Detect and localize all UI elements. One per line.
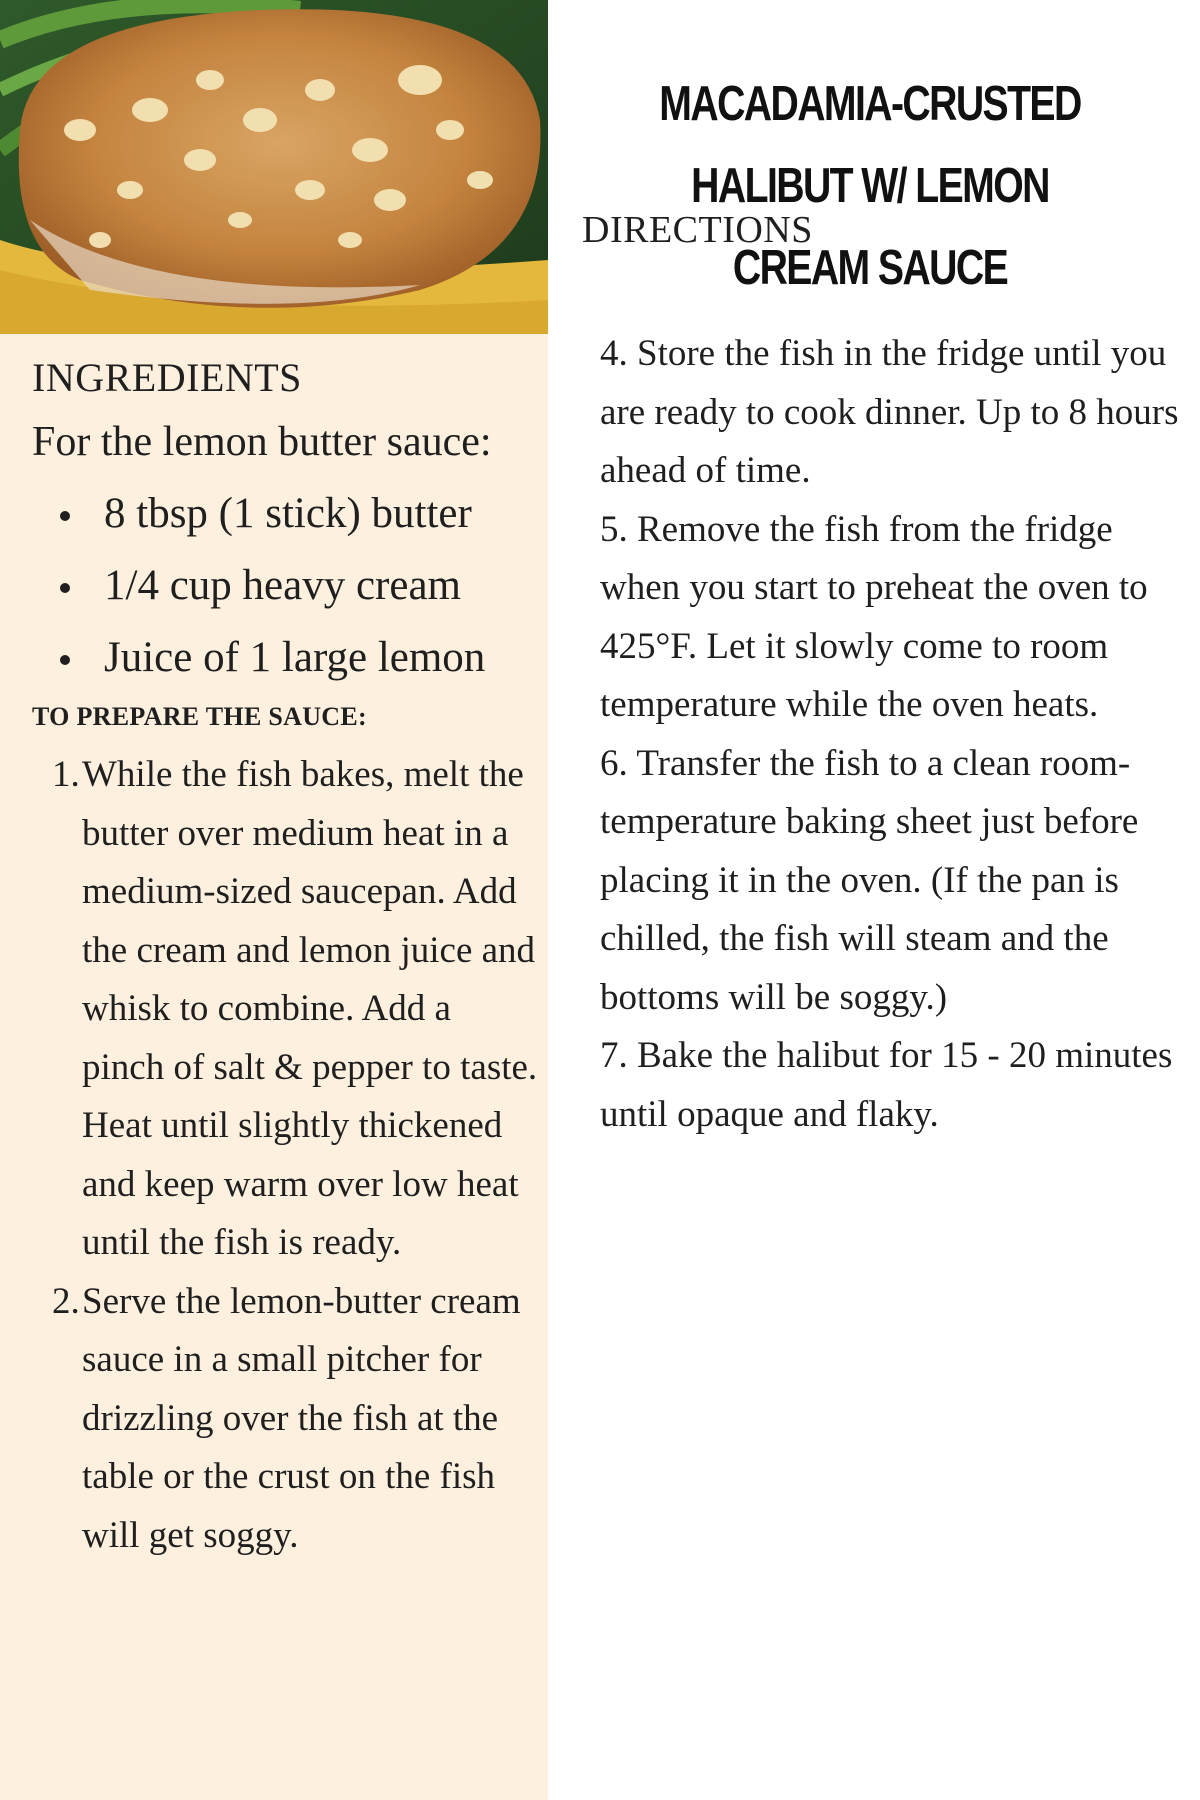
step-text: Serve the lemon-butter cream sauce in a small pitcher for drizzling over the fish at the table or the crust on the fish will get soggy. — [82, 1280, 521, 1556]
list-item: 5. Remove the fish from the fridge when you start to preheat the oven to 425°F. Let it slowly come to room temperature while the oven heats. — [600, 508, 1148, 725]
bullet-icon — [60, 583, 70, 593]
list-item — [32, 478, 542, 550]
prepare-heading: TO PREPARE THE SAUCE: — [32, 702, 367, 731]
step-number: 2. — [52, 1280, 80, 1322]
prepare-steps — [32, 746, 542, 1565]
list-item: 4. Store the fish in the fridge until you are ready to cook dinner. Up to 8 hours ahead of time. — [600, 333, 1179, 491]
halibut-photo — [0, 0, 548, 334]
list-item — [32, 550, 542, 622]
directions-heading: DIRECTIONS — [582, 209, 813, 251]
ingredients-subheading: For the lemon butter sauce: — [32, 419, 492, 465]
list-item — [32, 622, 542, 694]
ingredients-list — [32, 478, 542, 694]
ingredients-heading: INGREDIENTS — [32, 355, 302, 400]
list-item: 6. Transfer the fish to a clean room-temperature baking sheet just before placing it in the oven. (If the pan is chilled, the fish will steam and the bottoms will be soggy.) — [600, 742, 1139, 1018]
list-item — [32, 1273, 542, 1566]
ingredients-section — [32, 350, 542, 1565]
list-item — [32, 746, 542, 1273]
left-panel — [0, 0, 548, 1800]
list-item: 7. Bake the halibut for 15 - 20 minutes until opaque and flaky. — [600, 1035, 1173, 1135]
ingredient-text: 8 tbsp (1 stick) butter — [104, 490, 472, 537]
step-text: While the fish bakes, melt the butter over medium heat in a medium-sized saucepan. Add the cream and lemon juice and whisk to combine. Add a pinch of salt & pepper to taste. Heat until slightly thickened and keep warm over low heat until the fish is ready. — [82, 754, 538, 1263]
step-number: 1. — [52, 754, 80, 795]
page-title: MACADAMIA-CRUSTED HALIBUT W/ LEMON CREAM SAUCE — [659, 76, 1081, 295]
directions-list — [600, 325, 1180, 1144]
ingredient-text: 1/4 cup heavy cream — [104, 562, 461, 609]
bullet-icon — [60, 655, 70, 665]
ingredient-text: Juice of 1 large lemon — [104, 634, 486, 681]
bullet-icon — [60, 511, 70, 521]
